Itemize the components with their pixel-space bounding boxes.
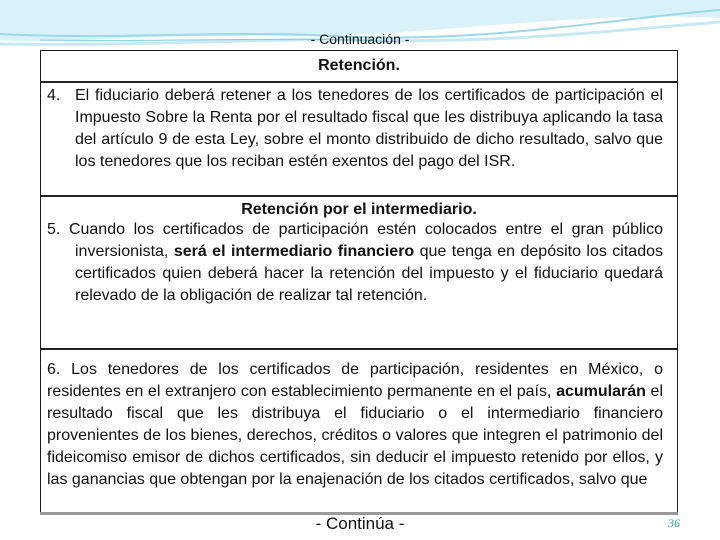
item-6 [41, 359, 677, 490]
item-4-text: El fiduciario deberá retener a los tenedores de los certificados de participación el Impuesto Sobre la Renta por el resultado fiscal que les distribuya aplicando la tasa del artículo 9 de esta Ley, sobre el monto distribuido de dicho resultado, salvo que los tenedores que los reciban estén exentos del pago del ISR. [75, 87, 663, 170]
page-number: 36 [668, 516, 680, 530]
intermediario-section [41, 201, 677, 307]
item-5-text: 5. Cuando los certificados de participación estén colocados entre el gran público inversionista, será el intermediario financiero que tenga en depósito los citados certificados quien deberá hacer la retención del impuesto y el fiduciario quedará relevado de la obligación de realizar tal retención. [47, 221, 664, 304]
intermediario-title: Retención por el intermediario. [241, 201, 477, 218]
divider [41, 195, 677, 197]
bold-word: acumularán [556, 382, 646, 400]
item-4 [41, 85, 677, 173]
continuation-header: - Continuación - [310, 31, 410, 47]
continuation-footer: - Continúa - [315, 514, 405, 533]
item-6-text: 6. Los tenedores de los certificados de participación, residentes en México, o residentes en el extranjero con establecimiento permanente en el país, acumularán el resultado fiscal que les distribuya el fiduciario o el intermediario financiero provenientes de los bienes, derechos, créditos o valores que integren el patrimonio del fideicomiso emisor de dichos certificados, sin deducir el impuesto retenido por ellos, y las ganancias que obtengan por la enajenación de los citados certificados, salvo que [47, 361, 663, 488]
divider [41, 81, 677, 83]
divider [41, 348, 677, 350]
bold-phrase: será el intermediario financiero [173, 242, 415, 260]
content-box [40, 50, 678, 514]
retencion-title: Retención. [318, 57, 400, 74]
item-number: 4. [47, 87, 61, 104]
